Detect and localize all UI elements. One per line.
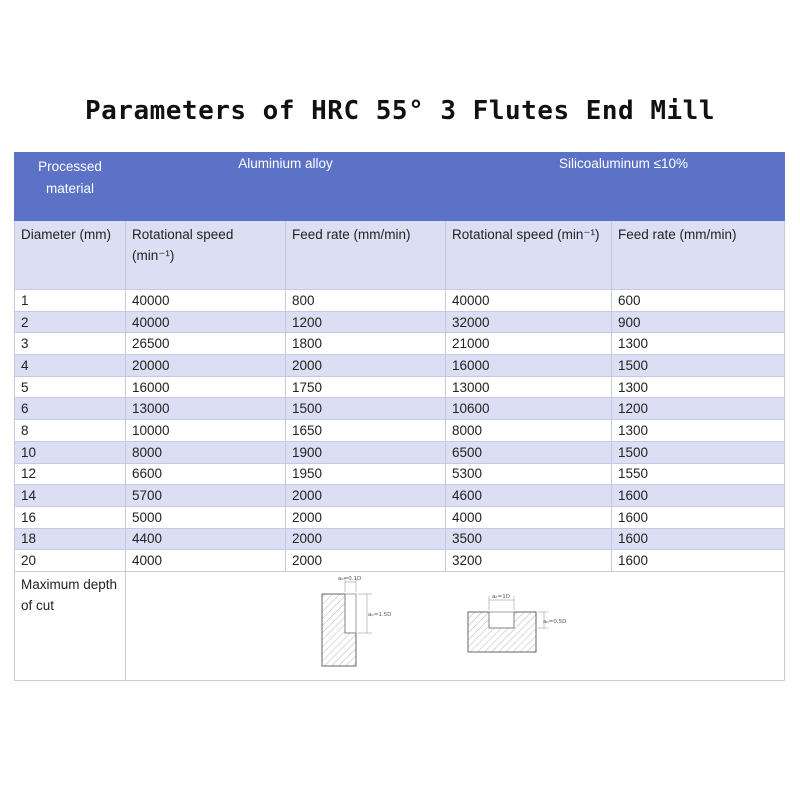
rotational-speed-silicoaluminum-cell: 21000 (446, 333, 612, 355)
table-row (15, 528, 785, 550)
rotational-speed-aluminium-cell: 40000 (126, 290, 286, 312)
diameter-cell: 2 (15, 311, 126, 333)
rotational-speed-silicoaluminum-cell: 13000 (446, 376, 612, 398)
diameter-cell: 14 (15, 485, 126, 507)
diameter-cell: 12 (15, 463, 126, 485)
table-body (15, 290, 785, 572)
diameter-cell: 16 (15, 506, 126, 528)
rotational-speed-aluminium-cell: 5000 (126, 506, 286, 528)
rotational-speed-aluminium-cell: 4400 (126, 528, 286, 550)
cutting-parameters-table (14, 152, 785, 681)
rotational-speed-aluminium-cell: 40000 (126, 311, 286, 333)
rotational-speed-silicoaluminum-cell: 16000 (446, 355, 612, 377)
feed-rate-aluminium-cell: 1800 (286, 333, 446, 355)
aluminium-alloy-header: Aluminium alloy (126, 153, 446, 221)
feed-rate-silicoaluminum-cell: 1300 (612, 376, 785, 398)
feed-rate-aluminium-cell: 2000 (286, 550, 446, 572)
side-ap-label: aₚ=1.5D (368, 611, 392, 618)
feed-rate-silicoaluminum-cell: 600 (612, 290, 785, 312)
feed-rate-aluminium-cell: 1750 (286, 376, 446, 398)
slot-milling-diagram (458, 572, 568, 672)
table-header-row (15, 153, 785, 221)
feed-rate-aluminium-cell: 2000 (286, 355, 446, 377)
table-row (15, 420, 785, 442)
feed-rate-silicoaluminum-cell: 900 (612, 311, 785, 333)
feed-rate-silicoaluminum-cell: 1600 (612, 550, 785, 572)
feed-rate-aluminium-cell: 2000 (286, 506, 446, 528)
feed-rate-silicoaluminum-cell: 1300 (612, 420, 785, 442)
side-milling-diagram (312, 572, 402, 672)
table-row (15, 441, 785, 463)
rotational-speed-aluminium-cell: 6600 (126, 463, 286, 485)
rotational-speed-aluminium-header: Rotational speed (min⁻¹) (126, 221, 286, 290)
diameter-cell: 5 (15, 376, 126, 398)
diameter-cell: 3 (15, 333, 126, 355)
table-row (15, 376, 785, 398)
diameter-cell: 8 (15, 420, 126, 442)
diameter-cell: 1 (15, 290, 126, 312)
feed-rate-silicoaluminum-cell: 1500 (612, 355, 785, 377)
table-row (15, 355, 785, 377)
rotational-speed-aluminium-cell: 26500 (126, 333, 286, 355)
table-row (15, 485, 785, 507)
processed-material-header: Processed material (15, 153, 126, 221)
feed-rate-aluminium-cell: 2000 (286, 528, 446, 550)
table-row (15, 311, 785, 333)
diameter-cell: 20 (15, 550, 126, 572)
rotational-speed-silicoaluminum-cell: 32000 (446, 311, 612, 333)
rotational-speed-aluminium-cell: 16000 (126, 376, 286, 398)
feed-rate-aluminium-cell: 800 (286, 290, 446, 312)
diameter-cell: 10 (15, 441, 126, 463)
diameter-cell: 18 (15, 528, 126, 550)
feed-rate-silicoaluminum-cell: 1200 (612, 398, 785, 420)
feed-rate-silicoaluminum-cell: 1600 (612, 528, 785, 550)
feed-rate-aluminium-cell: 2000 (286, 485, 446, 507)
table-row (15, 506, 785, 528)
feed-rate-aluminium-cell: 1650 (286, 420, 446, 442)
diameter-cell: 6 (15, 398, 126, 420)
rotational-speed-silicoaluminum-cell: 3500 (446, 528, 612, 550)
diameter-header: Diameter (mm) (15, 221, 126, 290)
rotational-speed-aluminium-cell: 5700 (126, 485, 286, 507)
feed-rate-silicoaluminum-cell: 1500 (612, 441, 785, 463)
depth-of-cut-row (15, 571, 785, 680)
feed-rate-aluminium-header: Feed rate (mm/min) (286, 221, 446, 290)
table-row (15, 333, 785, 355)
slot-ap-label: aₚ=0.5D (543, 618, 567, 625)
table-row (15, 398, 785, 420)
silicoaluminum-header: Silicoaluminum ≤10% (446, 153, 785, 221)
feed-rate-aluminium-cell: 1200 (286, 311, 446, 333)
table-subheader-row (15, 221, 785, 290)
rotational-speed-aluminium-cell: 4000 (126, 550, 286, 572)
rotational-speed-silicoaluminum-cell: 8000 (446, 420, 612, 442)
rotational-speed-silicoaluminum-cell: 4600 (446, 485, 612, 507)
rotational-speed-silicoaluminum-cell: 3200 (446, 550, 612, 572)
diameter-cell: 4 (15, 355, 126, 377)
rotational-speed-silicoaluminum-cell: 5300 (446, 463, 612, 485)
page-title: Parameters of HRC 55° 3 Flutes End Mill (85, 96, 715, 126)
feed-rate-silicoaluminum-cell: 1300 (612, 333, 785, 355)
table-row (15, 550, 785, 572)
feed-rate-silicoaluminum-cell: 1550 (612, 463, 785, 485)
side-ae-label: aₑ=0.1D (338, 575, 362, 582)
feed-rate-silicoaluminum-header: Feed rate (mm/min) (612, 221, 785, 290)
feed-rate-silicoaluminum-cell: 1600 (612, 506, 785, 528)
depth-of-cut-diagrams (126, 571, 785, 680)
rotational-speed-aluminium-cell: 10000 (126, 420, 286, 442)
rotational-speed-aluminium-cell: 20000 (126, 355, 286, 377)
feed-rate-aluminium-cell: 1950 (286, 463, 446, 485)
feed-rate-aluminium-cell: 1900 (286, 441, 446, 463)
slot-ae-label: aₑ=1D (492, 593, 511, 600)
rotational-speed-silicoaluminum-header: Rotational speed (min⁻¹) (446, 221, 612, 290)
table-row (15, 290, 785, 312)
rotational-speed-silicoaluminum-cell: 4000 (446, 506, 612, 528)
table-row (15, 463, 785, 485)
feed-rate-silicoaluminum-cell: 1600 (612, 485, 785, 507)
rotational-speed-silicoaluminum-cell: 40000 (446, 290, 612, 312)
feed-rate-aluminium-cell: 1500 (286, 398, 446, 420)
rotational-speed-aluminium-cell: 8000 (126, 441, 286, 463)
rotational-speed-aluminium-cell: 13000 (126, 398, 286, 420)
rotational-speed-silicoaluminum-cell: 10600 (446, 398, 612, 420)
depth-of-cut-label: Maximum depth of cut (15, 571, 126, 680)
rotational-speed-silicoaluminum-cell: 6500 (446, 441, 612, 463)
